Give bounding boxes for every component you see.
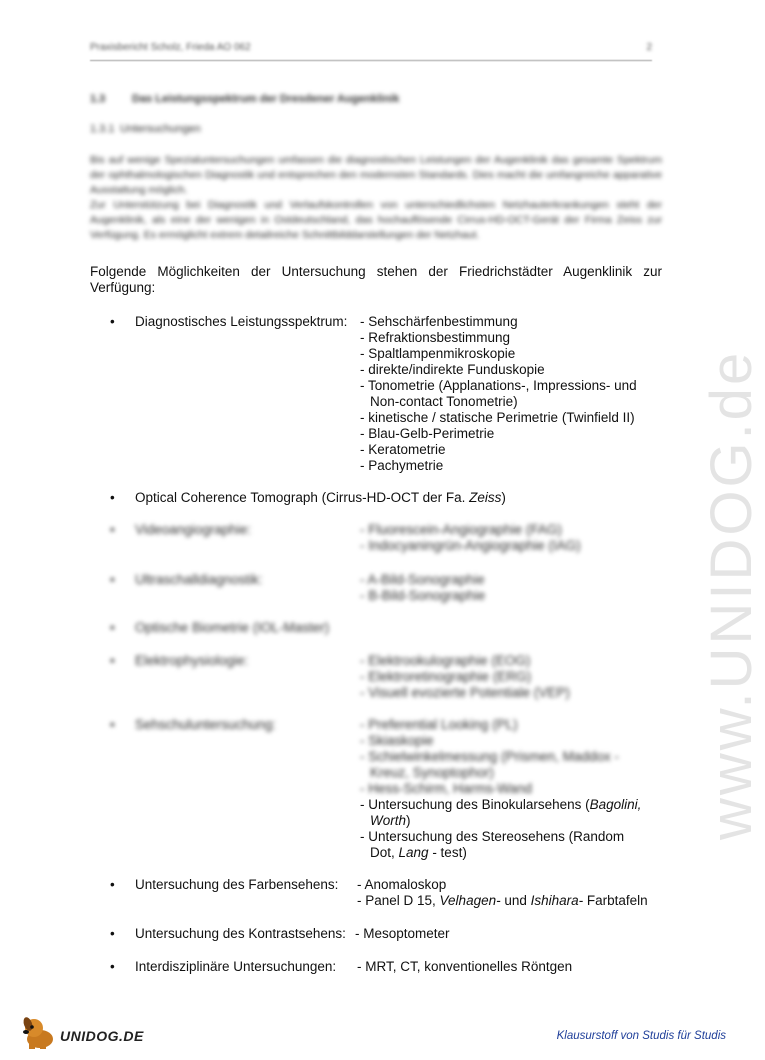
list-item: - B-Bild-Sonographie xyxy=(360,588,486,603)
item-text: ) xyxy=(406,813,411,828)
list-item: - Sehschärfenbestimmung xyxy=(360,314,518,329)
item-text: und xyxy=(500,893,531,908)
list-item: - Tonometrie (Applanations-, Impressions- und xyxy=(360,378,637,393)
unidog-logo xyxy=(20,1012,160,1052)
list-item: - Untersuchung des Stereosehens (Random xyxy=(360,829,625,844)
list-item: - Keratometrie xyxy=(360,442,446,457)
list-label-ultrasound: Ultraschalldiagnostik: xyxy=(135,572,263,587)
oct-suffix: ) xyxy=(501,490,506,505)
list-item xyxy=(357,893,648,909)
list-item: - kinetische / statische Perimetrie (Twinfield II) xyxy=(360,410,635,425)
item-text: - Panel D 15, xyxy=(357,893,440,908)
list-item: - Mesoptometer xyxy=(355,926,450,941)
list-items-diagnostic xyxy=(360,314,637,474)
bullet: • xyxy=(110,717,115,732)
subsection-title: Untersuchungen xyxy=(120,123,201,135)
header-page-number: 2 xyxy=(646,42,652,53)
list-item: - Schielwinkelmessung (Prismen, Maddox - xyxy=(360,749,619,764)
list-label-video: Videoangiographie: xyxy=(135,522,252,537)
blurred-body-text xyxy=(90,153,662,243)
list-items-school-blurred xyxy=(360,717,619,797)
dog-mascot-icon xyxy=(20,1012,60,1052)
list-item: - Blau-Gelb-Perimetrie xyxy=(360,426,495,441)
list-item: - Preferential Looking (PL) xyxy=(360,717,518,732)
bullet: • xyxy=(110,314,115,329)
list-item: Kreuz, Synoptophor) xyxy=(370,765,494,780)
section-number: 1.3 xyxy=(90,93,106,105)
list-item: - Anomaloskop xyxy=(357,877,447,892)
bullet: • xyxy=(110,926,115,941)
list-label-inter: Interdisziplinäre Untersuchungen: xyxy=(135,959,337,974)
list-item: - direkte/indirekte Funduskopie xyxy=(360,362,545,377)
section-heading xyxy=(90,93,399,105)
list-item: Non-contact Tonometrie) xyxy=(370,394,518,409)
item-name: Bagolini, xyxy=(589,797,642,812)
bullet: • xyxy=(110,572,115,587)
intro-paragraph: Folgende Möglichkeiten der Untersuchung stehen der Friedrichstädter Augenklinik zur Verfügung: xyxy=(90,264,662,295)
list-item: - Indocyaningrün-Angiographie (IAG) xyxy=(360,538,581,553)
item-name: Lang xyxy=(398,845,429,860)
oct-brand: Zeiss xyxy=(469,490,502,505)
item-name: Worth xyxy=(370,813,407,828)
list-label-contrast: Untersuchung des Kontrastsehens: xyxy=(135,926,346,941)
list-label-biometry: Optische Biometrie (IOL-Master) xyxy=(135,620,330,635)
header-divider xyxy=(90,60,652,61)
list-item: - Elektroretinographie (ERG) xyxy=(360,669,532,684)
list-items-electro xyxy=(360,653,570,701)
list-item: - Refraktionsbestimmung xyxy=(360,330,511,345)
list-item: - A-Bild-Sonographie xyxy=(360,572,485,587)
bullet: • xyxy=(110,959,115,974)
list-item xyxy=(360,813,641,829)
footer-slogan: Klausurstoff von Studis für Studis xyxy=(556,1030,726,1042)
list-item: - Pachymetrie xyxy=(360,458,444,473)
subsection-number: 1.3.1 xyxy=(90,123,115,135)
logo-text: UNIDOG.DE xyxy=(60,1028,144,1044)
item-text: Farbtafeln xyxy=(583,893,648,908)
bullet: • xyxy=(110,490,115,505)
list-label-school: Sehschuluntersuchung: xyxy=(135,717,277,732)
list-items-ultrasound xyxy=(360,572,485,604)
list-item: - Hess-Schirm, Harms-Wand xyxy=(360,781,533,796)
list-item: - MRT, CT, konventionelles Röntgen xyxy=(357,959,573,974)
bullet: • xyxy=(110,620,115,635)
list-item: - Skiaskopie xyxy=(360,733,434,748)
list-items-video xyxy=(360,522,581,554)
list-label-oct xyxy=(135,490,506,505)
list-item xyxy=(360,797,641,813)
section-title: Das Leistungsspektrum der Dresdener Augenklinik xyxy=(132,93,400,105)
list-label-electro: Elektrophysiologie: xyxy=(135,653,249,668)
item-name: Ishihara- xyxy=(530,893,584,908)
bullet: • xyxy=(110,522,115,537)
item-text: Dot, xyxy=(370,845,399,860)
paragraph: Bis auf wenige Spezialuntersuchungen umfassen die diagnostischen Leistungen der Augenklinik das gesamte Spektrum der ophthalmologischen Diagnostik und entsprechen den modernsten Standards. Dies macht die umfangreiche apparative Ausstattung möglich. xyxy=(90,154,662,196)
list-label-diagnostic: Diagnostisches Leistungsspektrum: xyxy=(135,314,348,329)
watermark-text: www.UNIDOG.de xyxy=(699,349,764,840)
list-label-color: Untersuchung des Farbensehens: xyxy=(135,877,339,892)
list-item: - Fluorescein-Angiographie (FAG) xyxy=(360,522,562,537)
item-text: - Untersuchung des Binokularsehens ( xyxy=(360,797,590,812)
list-item: - Elektrookulographie (EOG) xyxy=(360,653,531,668)
oct-text: Optical Coherence Tomograph (Cirrus-HD-OCT der Fa. xyxy=(135,490,470,505)
list-items-contrast xyxy=(355,926,450,942)
list-item: - Visuell evozierte Potentiale (VEP) xyxy=(360,685,570,700)
bullet: • xyxy=(110,877,115,892)
item-text: - test) xyxy=(428,845,467,860)
subsection-heading xyxy=(90,123,201,135)
list-items-school xyxy=(360,797,641,861)
list-item: - Spaltlampenmikroskopie xyxy=(360,346,516,361)
paragraph: Zur Unterstützung bei Diagnostik und Verlaufskontrollen von unterschiedlichsten Netzhauterkrankungen steht der Augenklinik, als eine der wenigen in Ostdeutschland, das hochauflösende Cirrus-HD-OCT-Gerät der Firma Zeiss zur Verfügung. Es ermöglicht extrem detailreiche Schnittbilddarstellungen der Netzhaut. xyxy=(90,199,662,241)
header-text: Praxisbericht Scholz, Frieda AO 062 xyxy=(90,42,251,53)
bullet: • xyxy=(110,653,115,668)
item-name: Velhagen- xyxy=(439,893,501,908)
list-item xyxy=(360,845,641,861)
list-items-inter xyxy=(357,959,572,975)
list-items-color xyxy=(357,877,648,909)
